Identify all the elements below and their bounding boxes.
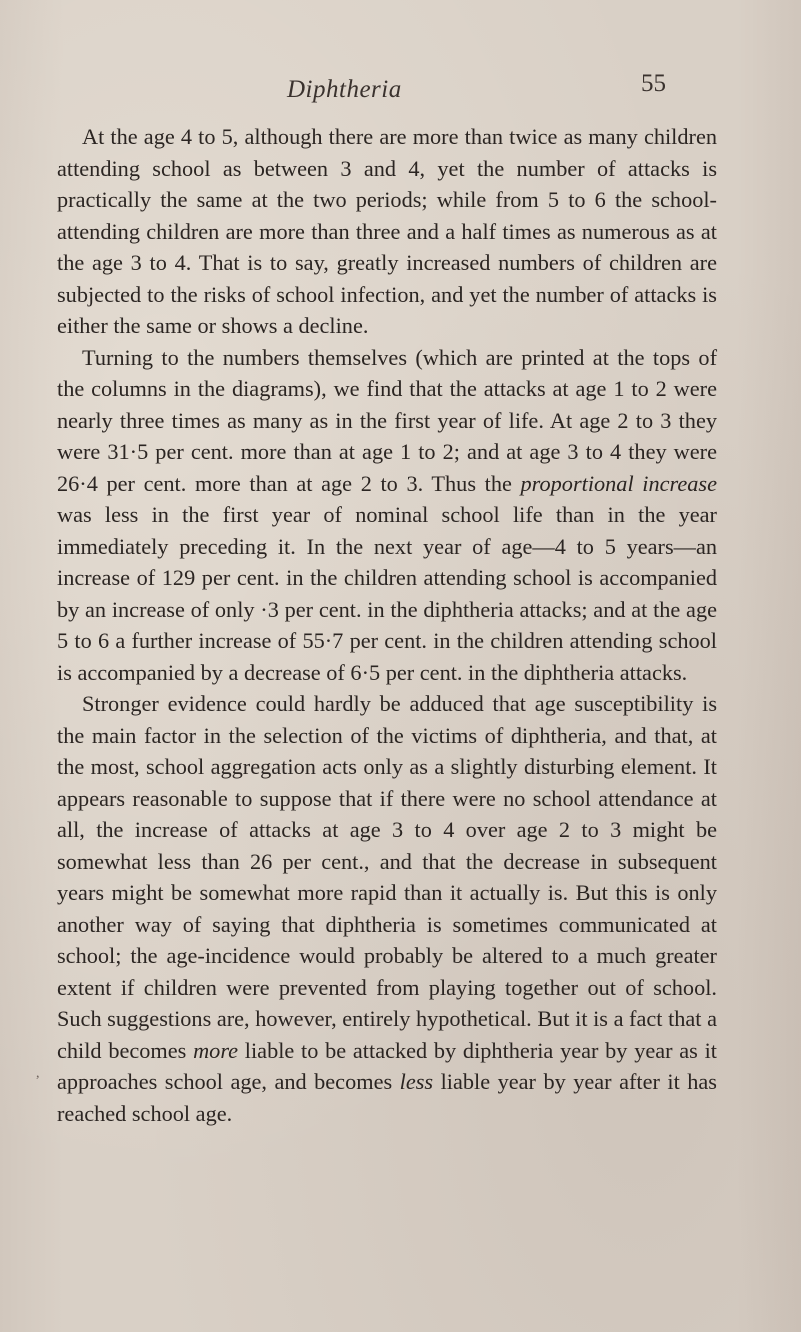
- paragraph-2: [57, 342, 717, 689]
- page-number: 55: [641, 70, 666, 97]
- paragraph-3: [57, 688, 717, 1129]
- text-run: Stronger evidence could hardly be adduced that age susceptibility is the main factor in the selection of the victims of diphtheria, and that, at the most, school aggregation acts only as a slightly disturbing element. It appears reasonable to suppose that if there were no school attendance at all, the increase of attacks at age 3 to 4 over age 2 to 3 might be somewhat less than 26 per cent., and that the decrease in subsequent years might be somewhat more rapid than it actually is. But this is only another way of saying that diphtheria is sometimes communicated at school; the age-incidence would probably be altered to a much greater extent if children were prevented from playing together out of school. Such suggestions are, however, entirely hypothetical. But it is a fact that a child becomes: [57, 691, 717, 1063]
- text-run: was less in the first year of nominal school life than in the year immediately preceding it. In the next year of age—4 to 5 years—an increase of 129 per cent. in the children attending school is accompanied by an increase of only ·3 per cent. in the diphtheria attacks; and at the age 5 to 6 a further increase of 55·7 per cent. in the children attending school is accompanied by a decrease of 6·5 per cent. in the diphtheria attacks.: [57, 502, 717, 685]
- margin-mark: ,: [36, 1066, 40, 1081]
- body-text: [57, 121, 717, 1129]
- text-run: liable to be attacked by diphtheria year by year as it approaches school age, and becomes: [57, 1037, 717, 1094]
- italic-phrase: proportional increase: [520, 470, 717, 496]
- text-run: At the age 4 to 5, although there are more than twice as many children attending school as between 3 and 4, yet the number of attacks is practically the same at the two periods; while from 5 to 6 the school-attending children are more than three and a half times as numerous as at the age 3 to 4. That is to say, greatly increased numbers of children are subjected to the risks of school infection, and yet the number of attacks is either the same or shows a decline.: [57, 124, 717, 338]
- running-head-title: Diphtheria: [287, 76, 402, 103]
- text-run: Turning to the numbers themselves (which are printed at the tops of the columns in the diagrams), we find that the attacks at age 1 to 2 were nearly three times as many as in the first year of life. At age 2 to 3 they were 31·5 per cent. more than at age 1 to 2; and at age 3 to 4 they were 26·4 per cent. more than at age 2 to 3. Thus the: [57, 344, 717, 496]
- running-head: [0, 70, 801, 116]
- paragraph-1: [57, 121, 717, 342]
- italic-phrase: less: [399, 1069, 434, 1094]
- text-run: liable year by year after it has reached school age.: [57, 1069, 717, 1126]
- italic-phrase: more: [193, 1037, 239, 1063]
